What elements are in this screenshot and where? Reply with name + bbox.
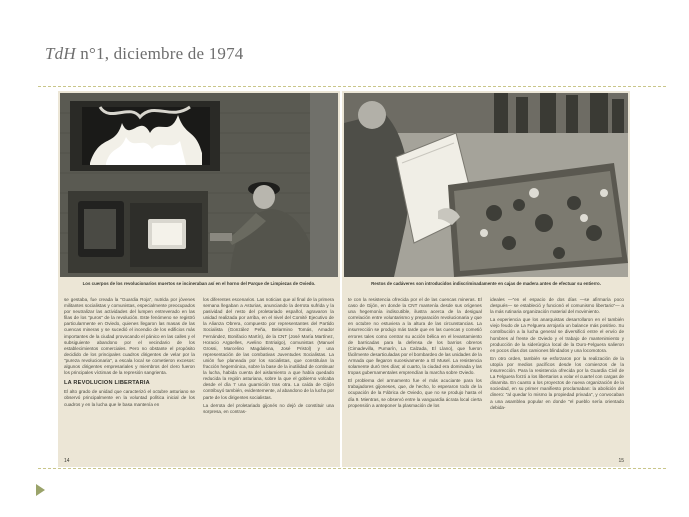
top-divider [38,86,666,87]
right-col1-paragraph: El problema del armamento fue el más acuciante para los trabajadores gijoneses, que, de hecho, lo esperaron todo de la ocupación de la Fábrica de Oviedo, que no se produjo hasta el día 9. Mientras, se observó entre la vanguardia ácrata local cierta propensión a anteponer la plasmación de los [348,378,482,408]
slide-title-rest: n°1, diciembre de 1974 [75,44,244,63]
right-page [342,91,630,467]
right-col1-paragraph: te con la resistencia ofrecida por el de las cuencas mineras. El caso de Gijón, en donde la CNT mantenía desde sus orígenes una hegemonía indiscutible, ilustra acerca de la desigual correlación entre voluntarismo y preparación revolucionaria y que en octubre no estuviera a la altura de las circunstancias. La insurrección se produjo más tarde que en las cuencas y cometió errores tales como centrar su acción bélica en el levantamiento de barricadas para la defensa de los barrios obreros (Cimadevilla, Pumarín, La Calzada, El Llano), que fueron fácilmente desarticuladas por el bombardeo de las unidades de la Armada que llegaron sucesivamente a El Musel. La resistencia solamente duró tres días; al cuarto, la ciudad era dominada y las tropas gubernamentales emprendían la marcha sobre Oviedo. [348,297,482,376]
right-col2-paragraph: La experiencia que los anarquistas desarrollaron en el también viejo feudo de La Felguera arrojaría un balance más positivo. Su contribución a la lucha general se diversificó entre el envío de hombres al frente de Oviedo y el trabajo de mantenimiento y producción de la siderúrgica local de la Duro-Felguera salieron en pocos días dos camiones blindados y una locomotora. [490,317,624,353]
left-photo-caption: Los cuerpos de los revolucionarios muertos se incineraban así en el horno del Parque de Limpiezas de Oviedo. [82,281,316,286]
slide-title-italic: TdH [45,44,76,63]
right-photo [344,93,628,277]
left-photo [60,93,338,277]
right-column-1 [348,297,482,453]
right-column-2 [490,297,624,453]
section-heading: LA REVOLUCION LIBERTARIA [64,380,150,387]
right-col2-paragraph: En otro orden, también se esforzaron por la realización de la utopía por medios pacíficos desde los comienzos de la insurrección. Para la resistencia ofrecida por la Guardia Civil de La Felguera forzó a los libertarios a volar el cuartel con cargas de dinamita. En cuanto a los proyectos de nueva organización de la sociedad, en su primer manifiesto proclamaban: la abolición del dinero: "al quedar lo mismo la propiedad privada", y convocaban a una asamblea popular en donde "el pueblo sería orientado debida- [490,355,624,410]
right-text-columns [348,297,624,453]
incinerator-photo [60,93,338,277]
bottom-divider [38,468,666,469]
bullet-arrow-icon [36,484,45,496]
left-text-columns [64,297,334,453]
left-page [58,91,340,467]
right-col2-paragraph: ideales —"en el espacio de dos días —se afirmaría poco después— se estableció y funcionó el comunismo libertario"— a la más rutinaria organización material del movimiento. [490,297,624,315]
right-photo-caption: Restos de cadáveres son introducidos indiscriminadamente en cajas de madera antes de efectuar su entierro. [371,281,601,286]
left-column-2 [203,297,334,453]
right-page-number: 15 [618,458,624,464]
coffins-photo [344,93,628,277]
left-col2-paragraph: los diferentes escenarios. Las noticias que al final de la primera semana llegaban a Asturias, anunciando la derrota sufrida y la pasividad del resto del proletariado español, agravaron la unidad realizada por arriba, en el nivel del Comité Ejecutivo de la Alianza Obrera, compuesto por representantes del Partido Socialista (González Peña, Belarmino Tomás, Amador Fernández, Bonifacio Martín), de la CNT (José María Martínez, Horacio Argüelles, Avelino Entrialgo), comunistas (Manuel Grossi, Marcelino Magdalena, José Pristol) y una representación de las combativas Juventudes Socialistas. La unión fue planeada por los socialistas, que constituían la fracción hegemónica, sobre la base de la inutilidad de continuar la lucha, habida cuenta del aislamiento a que había quedado reducida la región asturiana, sobre la que el gobierno volcaba desde el día 7 una guarnición tras otra. La caída de Gijón contribuyó también, evidentemente, al abandono de la lucha por parte de los dirigentes socialistas. [203,297,334,400]
slide-title [45,44,244,64]
magazine-spread [58,91,630,467]
left-col1-paragraph: se gestaba, fue creada la "Guardia Roja", nutrida por jóvenes militantes socialistas y comunistas, especialmente preocupados por neutralizar las actividades del lumpen entreverado en las filas de los "puros" de la revolución. Este fenómeno se registró particularmente en Oviedo, quienes llegaron las masas de las cuencas mineras y se sucedió el incendio de los edificios más importantes de la ciudad provocando el pánico en las calles y el subsiguiente abandono por el vecindario de los establecimientos comerciales. Pero no obstante el propósito decidido de los principales cuadros dirigentes de velar por la "pureza revolucionaria", a escala local se cometieron excesos: algunos dirigentes empresariales y miembros del clero fueron los principales víctimas de la represión sangrienta. [64,297,195,376]
left-page-number: 14 [64,458,70,464]
left-column-1 [64,297,195,453]
left-col1-paragraph: El alto grado de unidad que caracterizó el octubre asturiano se observó principalmente en la voluntad política inicial de los cuadros y en la lucha que le basa mantenía en [64,389,195,407]
left-col2-paragraph: La derrota del proletariado gijonés no dejó de constituir una sorpresa, en contras- [203,402,334,414]
